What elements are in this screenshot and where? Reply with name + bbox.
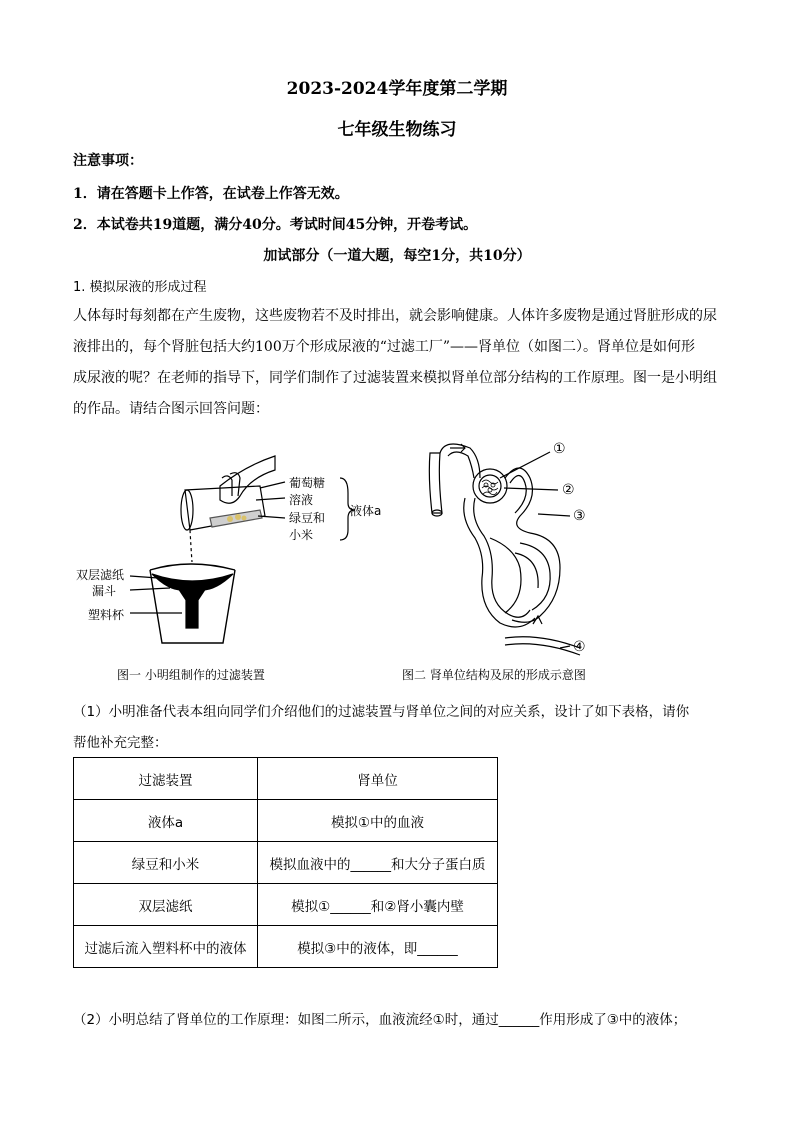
part1-prompt: [73, 697, 689, 759]
marker-3: ③: [573, 508, 586, 524]
table-cell: 液体a: [74, 800, 258, 842]
paragraph-line: 人体每时每刻都在产生废物，这些废物若不及时排出，就会影响健康。人体许多废物是通过肾脏形成的尿: [73, 308, 717, 324]
marker-2: ②: [562, 482, 575, 498]
label-liquid-a: 液体a: [350, 504, 382, 518]
table-cell: 双层滤纸: [74, 884, 258, 926]
exam-subtitle: 七年级生物练习: [337, 120, 457, 140]
marker-4: ④: [573, 639, 586, 655]
label-solution: 溶液: [289, 493, 314, 507]
label-millet: 小米: [289, 528, 314, 542]
notes-item-2: 2．本试卷共19道题，满分40分。考试时间45分钟，开卷考试。: [73, 217, 478, 233]
paragraph-line: 的作品。请结合图示回答问题：: [73, 401, 269, 417]
funnel-stem: [178, 588, 206, 628]
question-title: 1. 模拟尿液的形成过程: [73, 280, 207, 295]
paragraph-line: 液排出的，每个肾脏包括大约100万个形成尿液的“过滤工厂”——肾单位（如图二）。肾单位是如何形: [73, 339, 696, 355]
table-cell: 绿豆和小米: [74, 842, 258, 884]
nephron-figure: [420, 438, 600, 663]
correspondence-table: [73, 757, 498, 968]
label-filter-paper: 双层滤纸: [76, 568, 125, 582]
figure1-caption: 图一 小明组制作的过滤装置: [117, 668, 265, 682]
table-header: 过滤装置: [74, 758, 258, 800]
table-row: [74, 926, 498, 968]
part1-prompt-line: 帮他补充完整：: [73, 735, 168, 751]
section-heading: 加试部分（一道大题，每空1分，共10分）: [263, 248, 531, 264]
table-cell: 过滤后流入塑料杯中的液体: [74, 926, 258, 968]
paragraph-line: 成尿液的呢？在老师的指导下，同学们制作了过滤装置来模拟肾单位部分结构的工作原理。图一是小明组: [73, 370, 717, 386]
afferent-vessel: [429, 453, 442, 513]
notes-item-1: 1．请在答题卡上作答，在试卷上作答无效。: [73, 186, 349, 202]
table-row: [74, 842, 498, 884]
notes-heading: 注意事项：: [73, 153, 143, 169]
table-cell: 模拟①______和②肾小囊内壁: [258, 884, 498, 926]
part2-text: （2）小明总结了肾单位的工作原理：如图二所示，血液流经①时，通过______作用形成了③中的液体；: [73, 1012, 687, 1028]
table-cell: 模拟③中的液体，即______: [258, 926, 498, 968]
table-cell: 模拟血液中的______和大分子蛋白质: [258, 842, 498, 884]
part1-prompt-line: （1）小明准备代表本组向同学们介绍他们的过滤装置与肾单位之间的对应关系，设计了如下表格，请你: [73, 704, 690, 720]
table-header-row: [74, 758, 498, 800]
table-cell: 模拟①中的血液: [258, 800, 498, 842]
table-header: 肾单位: [258, 758, 498, 800]
filtration-device-figure: [70, 438, 400, 663]
table-row: [74, 800, 498, 842]
label-beans: 绿豆和: [289, 511, 326, 525]
exam-title: 2023-2024学年度第二学期: [286, 79, 508, 99]
label-cup: 塑料杯: [88, 608, 125, 622]
label-glucose: 葡萄糖: [289, 476, 326, 490]
label-funnel: 漏斗: [92, 584, 117, 598]
question-paragraph: [73, 301, 733, 425]
marker-1: ①: [553, 441, 566, 457]
hand-shape: [220, 456, 275, 503]
figure2-caption: 图二 肾单位结构及尿的形成示意图: [402, 668, 586, 682]
table-row: [74, 884, 498, 926]
